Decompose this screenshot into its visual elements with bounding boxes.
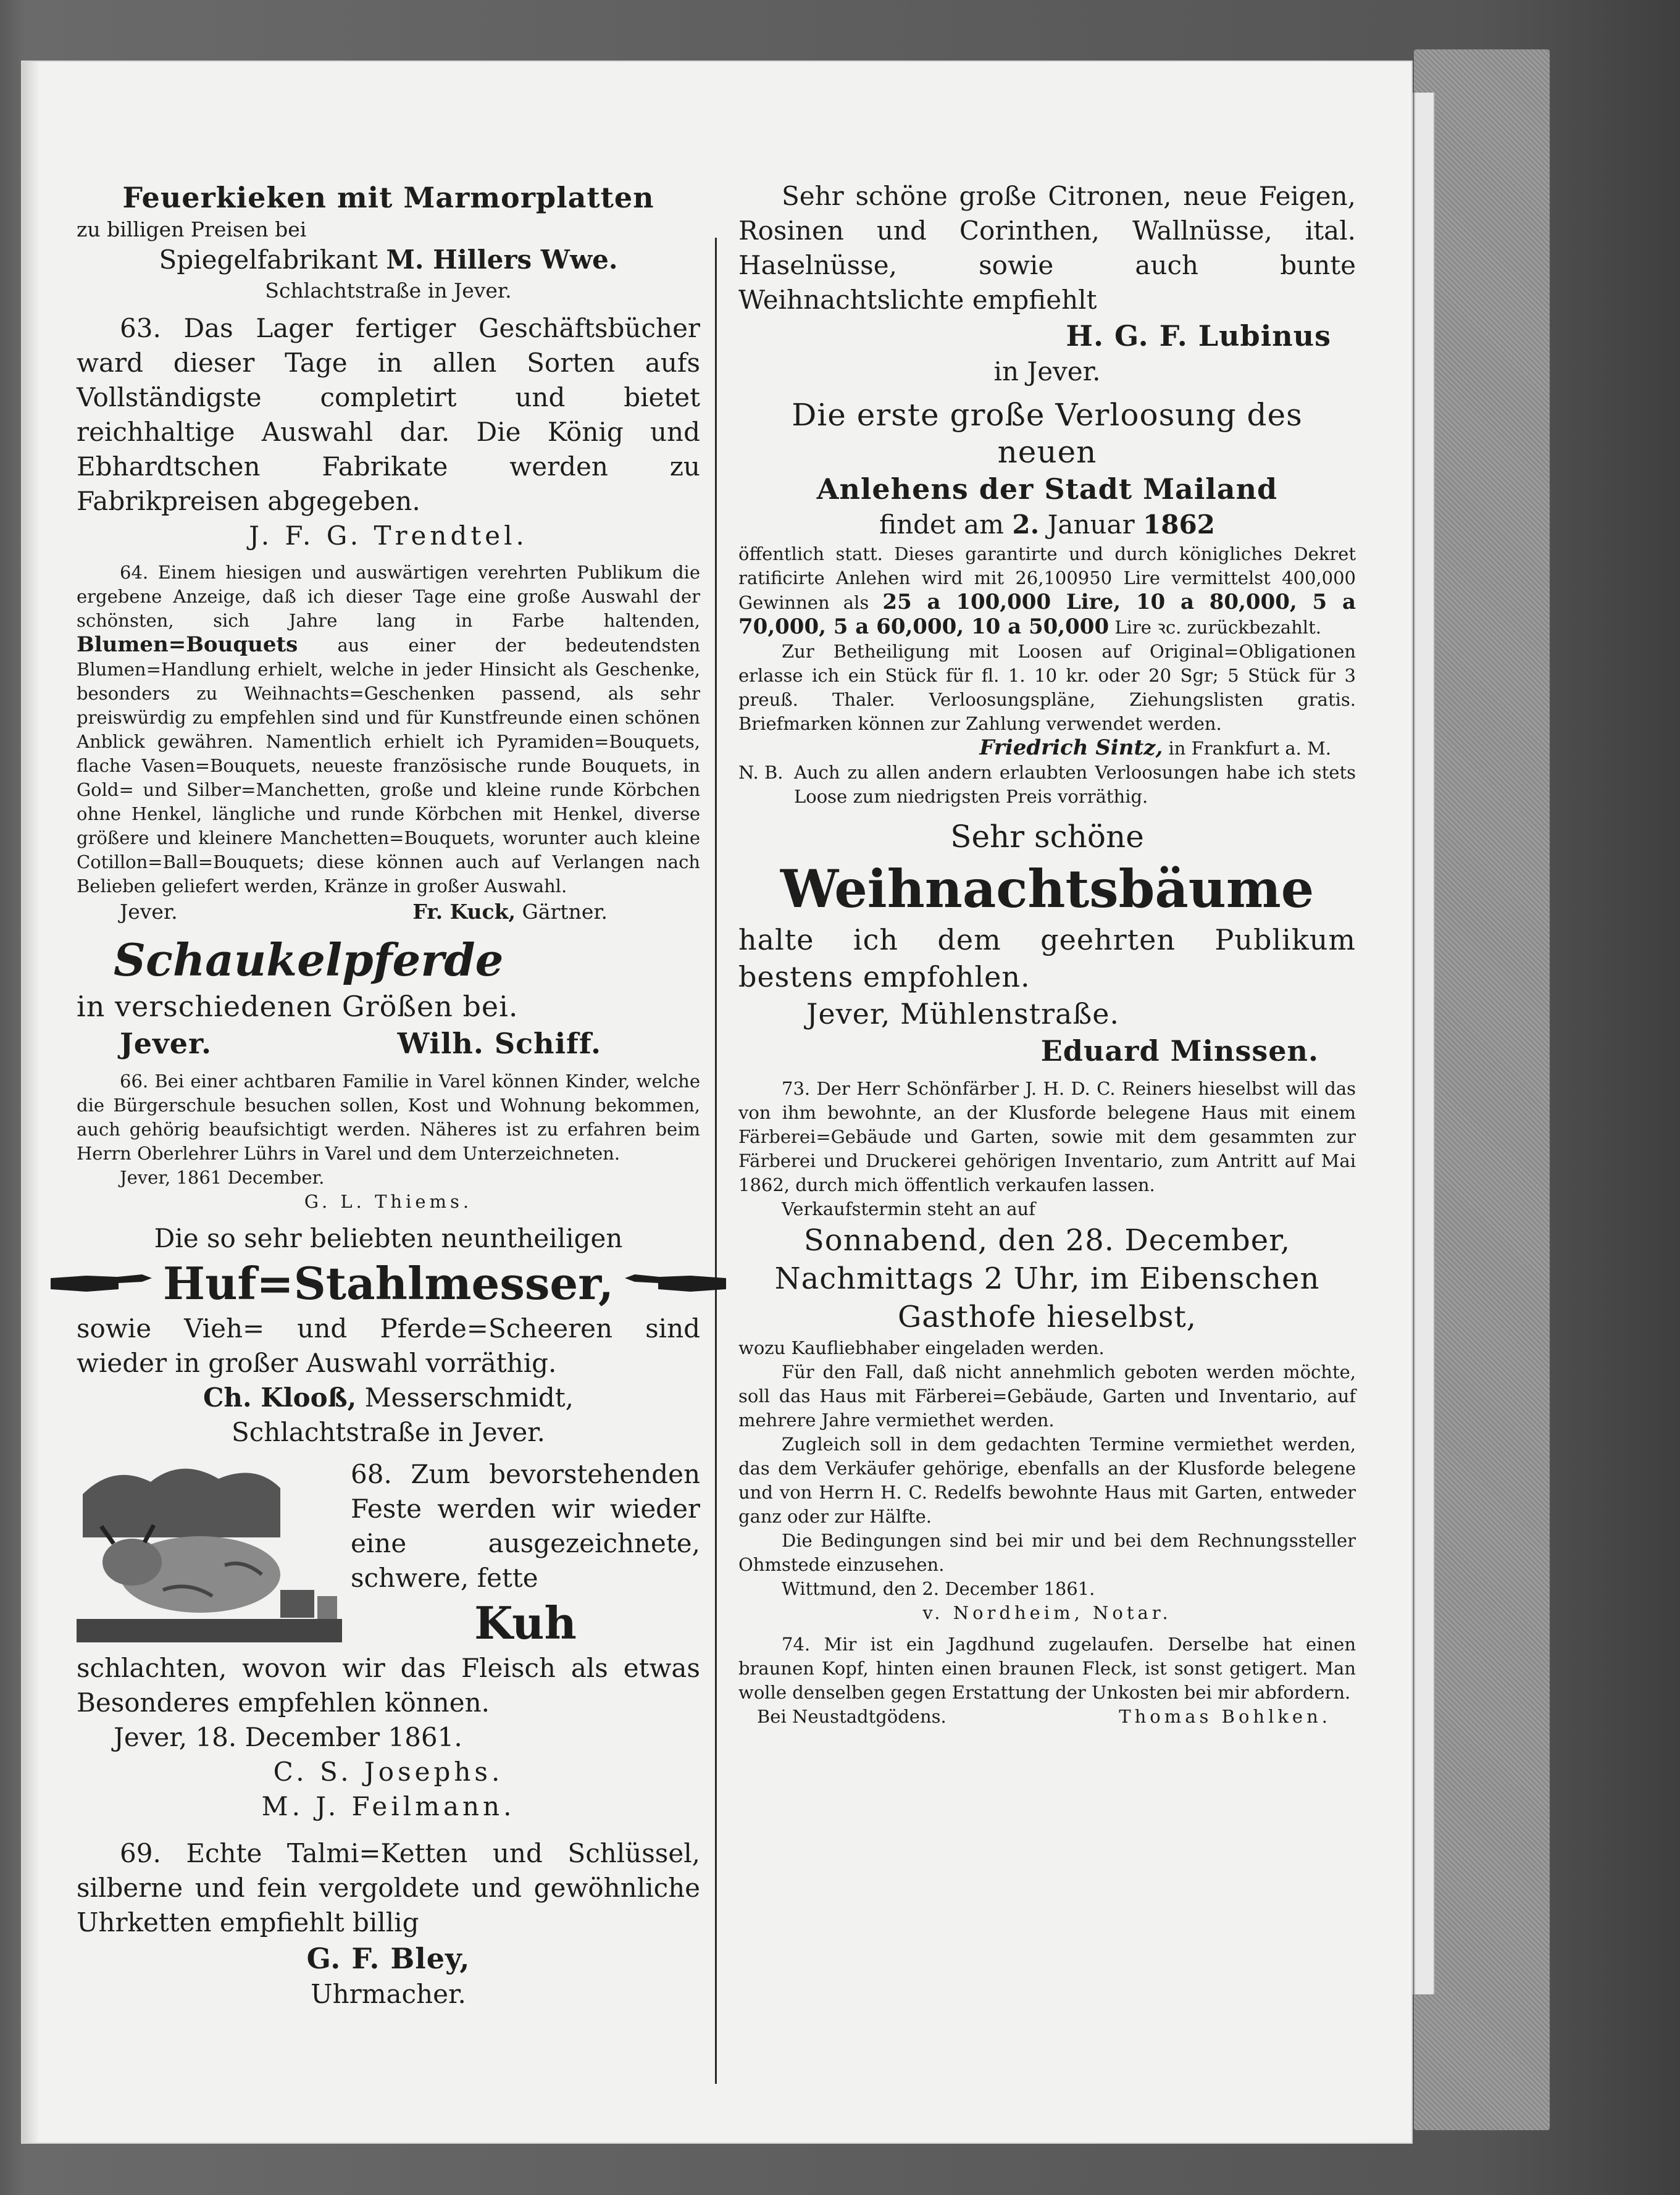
right-column: [738, 179, 1356, 1736]
pointing-hand-left-icon: [622, 1269, 727, 1298]
ad-text: 69. Echte Talmi=Ketten und Schlüssel, silberne und fein vergoldete und gewöhnliche Uhrketten empfiehlt billig: [77, 1838, 700, 1938]
ad-signature-line: [738, 736, 1356, 761]
column-divider: [715, 238, 717, 2084]
ad-date: Jever, 18. December 1861.: [114, 1722, 462, 1752]
ad-text: Sehr schöne: [950, 819, 1144, 855]
ad-text: zu billigen Preisen bei: [77, 217, 307, 241]
ad-signature: H. G. F. Lubinus: [1066, 319, 1331, 353]
ad-address: Schlachtstraße in Jever.: [232, 1417, 545, 1447]
ad-text: schlachten, wovon wir das Fleisch als etwas Besonderes empfehlen können.: [77, 1653, 700, 1718]
ad-title: Feuerkieken mit Marmorplatten: [122, 181, 654, 214]
ad-text: Für den Fall, daß nicht annehmlich geboten werden möchte, soll das Haus mit Färberei=Gebäude, Garten und Inventario, auf mehrere Jahre vermiethet werden.: [738, 1361, 1356, 1431]
ad-prizes: 25 a 100,000 Lire, 10 a 80,000, 5 a 70,000, 5 a 60,000, 10 a 50,000: [738, 590, 1356, 639]
ad-signature: Ch. Klooß,: [203, 1382, 357, 1413]
ad-date: Jever, 1861 December.: [120, 1167, 325, 1188]
ad-nb-text: Auch zu allen andern erlaubten Verloosungen habe ich stets Loose zum niedrigsten Preis vorräthig.: [794, 762, 1356, 807]
ad-title: Huf=Stahlmesser,: [163, 1257, 614, 1310]
ad-64: [77, 561, 700, 925]
ad-mailand-lottery: [738, 396, 1356, 809]
ad-signature-line: [77, 1025, 700, 1062]
ad-role: Messerschmidt,: [364, 1382, 574, 1413]
ad-nb: [738, 761, 1356, 809]
ad-text: 73. Der Herr Schönfärber J. H. D. C. Reiners hieselbst will das von ihm bewohnte, an der Klusforde belegene Haus mit einem Färberei=Gebäude und Garten, sowie mit dem gesammten zur Färberei und Druckerei gehörigen Inventario, zum Antritt auf Mai 1862, durch mich öffentlich verkaufen lassen.: [738, 1078, 1356, 1195]
ad-signature: M. Hillers Wwe.: [386, 245, 618, 275]
ad-signature: G. L. Thiems.: [304, 1191, 473, 1212]
ad-title: Die erste große Verloosung des neuen: [792, 397, 1303, 470]
ad-weihnachtsbaeume: [738, 816, 1356, 1069]
ad-signature: J. F. G. Trendtel.: [249, 521, 528, 551]
ad-text-part: öffentlich statt. Dieses garantirte und durch königliches Dekret ratificirte Anlehen wird mit 26,100950 Lire vermittelst 400,000 Gewinnen als: [738, 543, 1356, 613]
ad-text: [77, 561, 700, 898]
ad-signature: G. F. Bley,: [306, 1942, 470, 1975]
ad-title: Anlehens der Stadt Mailand: [816, 472, 1278, 506]
ad-signature: M. J. Feilmann.: [261, 1791, 516, 1821]
ad-place: Jever.: [120, 900, 178, 924]
ad-title-line: [77, 1256, 700, 1311]
ad-date-month: Januar: [1047, 509, 1135, 540]
ad-text: Zur Betheiligung mit Loosen auf Original=Obligationen erlasse ich ein Stück für fl. 1. 10 kr. oder 20 Sgr; 5 Stück für 3 preuß. Thaler. Verloosungspläne, Ziehungslisten gratis. Briefmarken können zur Zahlung verwendet werden.: [738, 641, 1356, 734]
ad-citronen: [738, 179, 1356, 389]
ad-text: findet am: [879, 509, 1004, 540]
page-edge: [1414, 93, 1435, 1994]
cow-woodcut-image: [77, 1457, 342, 1642]
ad-text: halte ich dem geehrten Publikum bestens empfohlen.: [738, 923, 1356, 993]
ad-title: Weihnachtsbäume: [780, 858, 1314, 919]
ad-signature: C. S. Josephs.: [273, 1757, 504, 1787]
ad-text: Sehr schöne große Citronen, neue Feigen, Rosinen und Corinthen, Wallnüsse, ital. Haselnüsse, sowie auch bunte Weihnachtslichte empfiehlt: [738, 181, 1356, 315]
ad-signature: Friedrich Sintz,: [979, 735, 1163, 760]
ad-schaukelpferde: [77, 932, 700, 1062]
ad-date-year: 1862: [1143, 509, 1215, 540]
ad-text: 66. Bei einer achtbaren Familie in Varel können Kinder, welche die Bürgerschule besuchen sollen, Kost und Wohnung bekommen, auch gehörig beaufsichtigt werden. Näheres ist zu erfahren beim Herrn Oberlehrer Lührs in Varel und dem Unterzeichneten.: [77, 1071, 700, 1164]
ad-role: Gärtner.: [522, 900, 608, 924]
ad-69: [77, 1836, 700, 2012]
ad-date: Wittmund, den 2. December 1861.: [782, 1578, 1095, 1599]
ad-highlight: Sonnabend, den 28. December, Nachmittags 2 Uhr, im Eibenschen Gasthofe hieselbst,: [774, 1223, 1320, 1334]
ad-role: Uhrmacher.: [311, 1979, 466, 2009]
ad-address: Jever, Mühlenstraße.: [806, 997, 1120, 1031]
ad-signature: Thomas Bohlken.: [1119, 1706, 1331, 1727]
ad-text: [738, 542, 1356, 640]
ad-address: Schlachtstraße in Jever.: [265, 278, 512, 303]
ad-text: Zugleich soll in dem gedachten Termine vermiethet werden, das dem Verkäufer gehörige, ebenfalls an der Klusforde belegene und von Herrn H. C. Redelfs bewohnte Haus mit Garten, entweder ganz oder zur Hälfte.: [738, 1434, 1356, 1527]
ad-feuerkieken: [77, 179, 700, 304]
ad-signature-line: [77, 1381, 700, 1415]
ad-signature: Fr. Kuck,: [412, 900, 516, 924]
ad-place: Bei Neustadtgödens.: [757, 1706, 947, 1727]
page-gutter: [22, 62, 40, 2143]
ad-text-part: aus einer der bedeutendsten Blumen=Handlung erhielt, welche in jeder Hinsicht als Geschenke, besonders zu Weihnachts=Geschenken passend, als sehr preiswürdig zu empfehlen sind und für Kunstfreunde einen schönen Anblick gewähren. Namentlich erhielt ich Pyramiden=Bouquets, flache Vasen=Bouquets, neueste französische runde Bouquets, in Gold= und Silber=Manchetten, große und kleine runde Körbchen ohne Henkel, längliche und runde Körbchen mit Henkel, diverse größere und kleinere Manchetten=Bouquets, worunter auch kleine Cotillon=Ball=Bouquets; diese können auch auf Verlangen nach Belieben geliefert werden, Kränze in großer Auswahl.: [77, 635, 700, 897]
ad-place: in Jever.: [993, 356, 1101, 387]
ad-date-day: 2.: [1012, 509, 1040, 540]
pointing-hand-right-icon: [49, 1269, 154, 1298]
ad-title: Schaukelpferde: [114, 934, 504, 986]
ad-text: wozu Kaufliebhaber eingeladen werden.: [738, 1337, 1105, 1358]
ad-text-part: Lire ꝛc. zurückbezahlt.: [1114, 617, 1321, 638]
ad-73: [738, 1077, 1356, 1625]
ad-text-block: [351, 1457, 700, 1651]
ad-74: [738, 1633, 1356, 1729]
ad-body: [77, 1457, 700, 1651]
ad-text: 74. Mir ist ein Jagdhund zugelaufen. Derselbe hat einen braunen Kopf, hinten einen braunen Fleck, ist sonst getigert. Man wolle denselben gegen Erstattung der Unkosten bei mir abfordern.: [738, 1634, 1356, 1703]
ad-68: [77, 1457, 700, 1824]
ad-text: in verschiedenen Größen bei.: [77, 990, 519, 1023]
ad-66: [77, 1069, 700, 1214]
ad-text-part: 64. Einem hiesigen und auswärtigen verehrten Publikum die ergebene Anzeige, daß ich dieser Tage eine große Auswahl der schönsten, sich Jahre lang in Farbe haltenden,: [77, 562, 700, 631]
ad-signature-line: [77, 243, 700, 277]
ad-signature-line: [77, 898, 700, 925]
ad-text: Die Bedingungen sind bei mir und bei dem Rechnungssteller Ohmstede einzusehen.: [738, 1530, 1356, 1575]
ad-signature: v. Nordheim, Notar.: [922, 1602, 1172, 1623]
ad-signature-line: [738, 1705, 1356, 1729]
ad-text: Spiegelfabrikant: [159, 245, 378, 275]
ad-huf-stahlmesser: [77, 1221, 700, 1450]
ad-highlight: Kuh: [474, 1597, 577, 1649]
ad-text: 68. Zum bevorstehenden Feste werden wir wieder eine ausgezeichnete, schwere, fette: [351, 1459, 700, 1593]
left-column: [77, 179, 700, 2019]
ad-nb-label: N. B.: [738, 762, 784, 783]
ad-date-line: [738, 508, 1356, 542]
ad-place: Jever.: [120, 1027, 212, 1060]
ad-highlight: Blumen=Bouquets: [77, 632, 298, 657]
newspaper-page: [22, 62, 1411, 2143]
ad-signature: Eduard Minssen.: [1040, 1034, 1319, 1068]
ad-text: Die so sehr beliebten neuntheiligen: [154, 1223, 623, 1253]
ad-place: in Frankfurt a. M.: [1168, 738, 1331, 759]
ad-text: 63. Das Lager fertiger Geschäftsbücher ward dieser Tage in allen Sorten aufs Vollständigste completirt und bietet reichhaltige Auswahl dar. Die König und Ebhardtschen Fabrikate werden zu Fabrikpreisen abgegeben.: [77, 313, 700, 516]
ad-text: sowie Vieh= und Pferde=Scheeren sind wieder in großer Auswahl vorräthig.: [77, 1313, 700, 1378]
ad-63: [77, 311, 700, 553]
ad-text: Verkaufstermin steht an auf: [782, 1198, 1035, 1219]
ad-signature: Wilh. Schiff.: [397, 1027, 601, 1060]
